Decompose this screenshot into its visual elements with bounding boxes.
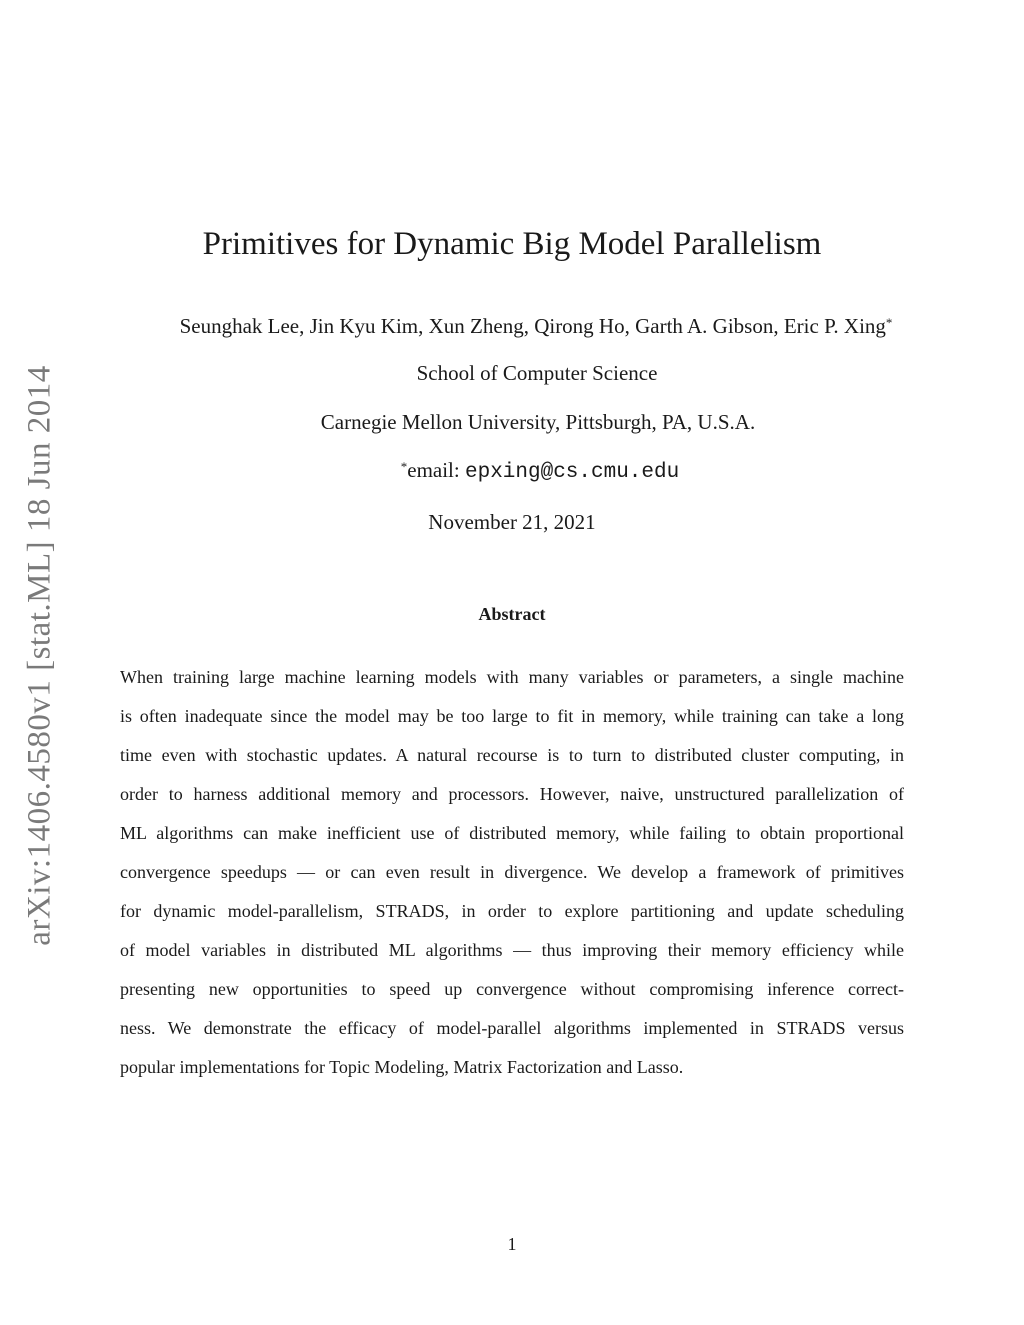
abstract-line: for dynamic model-parallelism, STRADS, in order to explore partitioning and update scheduling [120,901,904,921]
abstract-body [120,658,904,1087]
abstract-line: ness. We demonstrate the efficacy of model-parallel algorithms implemented in STRADS versus [120,1018,904,1038]
author-list [0,311,1024,341]
abstract-line: ML algorithms can make inefficient use of distributed memory, while failing to obtain proportional [120,823,904,843]
abstract-line: convergence speedups — or can even result in divergence. We develop a framework of primitives [120,862,904,882]
email-label: email: [407,458,465,482]
arxiv-id-text: arXiv:1406.4580v1 [stat.ML] 18 Jun 2014 [21,364,58,946]
corresponding-author-mark: * [885,315,893,330]
abstract-line: order to harness additional memory and processors. However, naive, unstructured parallelization of [120,784,904,804]
paper-title: Primitives for Dynamic Big Model Parallelism [202,226,822,262]
page-number: 1 [507,1234,517,1254]
email-address: epxing@cs.cmu.edu [464,461,680,484]
paper-date: November 21, 2021 [428,510,596,534]
affiliation-university: Carnegie Mellon University, Pittsburgh, PA, U.S.A. [320,410,756,434]
abstract-line: time even with stochastic updates. A natural recourse is to turn to distributed cluster computing, in [120,745,904,765]
affiliation-school: School of Computer Science [416,361,658,385]
abstract-line: presenting new opportunities to speed up convergence without compromising inference correct- [120,979,904,999]
abstract-line: of model variables in distributed ML algorithms — thus improving their memory efficiency while [120,940,904,960]
arxiv-side-stamp [10,355,70,955]
email-footnote-mark: * [400,459,408,474]
abstract-line: popular implementations for Topic Modeling, Matrix Factorization and Lasso. [120,1057,684,1077]
abstract-line: is often inadequate since the model may be too large to fit in memory, while training can take a long [120,706,904,726]
contact-email-line [0,455,1024,488]
author-names: Seunghak Lee, Jin Kyu Kim, Xun Zheng, Qirong Ho, Garth A. Gibson, Eric P. Xing [179,314,886,338]
abstract-line: When training large machine learning models with many variables or parameters, a single machine [120,667,904,687]
abstract-heading: Abstract [478,604,546,624]
